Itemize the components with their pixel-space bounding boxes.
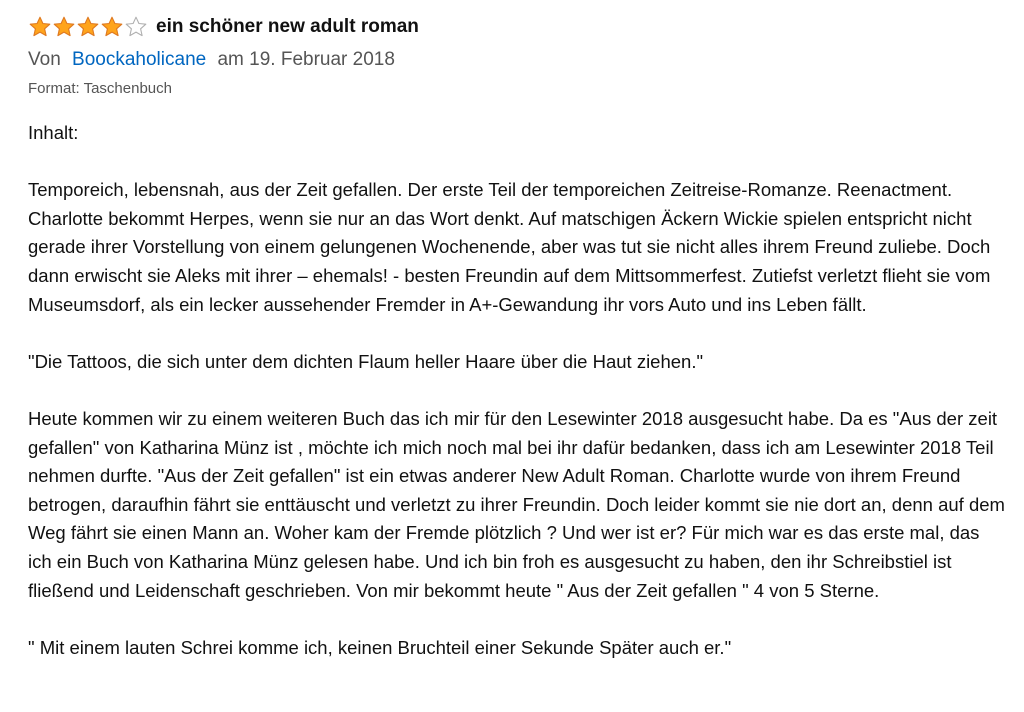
review-paragraph: "Die Tattoos, die sich unter dem dichten Flaum heller Haare über die Haut ziehen."	[28, 350, 704, 372]
review-paragraph: Heute kommen wir zu einem weiteren Buch das ich mir für den Lesewinter 2018 ausgesucht habe. Da es "Aus der zeit gefallen" von Katharina Münz ist , möchte ich mich noch mal bei ihr dafür bedanken, dass ich am Lesewinter 2018 Teil nehmen durfte. "Aus der Zeit gefallen" ist ein etwas anderer New Adult Roman. Charlotte wurde von ihrem Freund betrogen, daraufhin fährt sie enttäuscht und verletzt zu ihrer Freundin. Doch leider kommt sie nie dort an, denn auf dem Weg fährt sie einen Mann an. Woher kam der Fremde plötzlich ? Und wer ist er? Für mich war es das erste mal, das ich ein Buch von Katharina Münz gelesen habe. Und ich bin froh es ausgesucht zu haben, den ihr Schreibstiel ist fließend und Leidenschaft geschrieben. Von mir bekommt heute " Aus der Zeit gefallen " 4 von 5 Sterne.	[28, 407, 1005, 601]
star-empty-icon	[124, 15, 148, 39]
review-date: am 19. Februar 2018	[217, 49, 395, 70]
review-card	[28, 12, 1008, 662]
review-header	[28, 12, 1008, 42]
review-paragraph: Inhalt:	[28, 122, 79, 143]
star-filled-icon	[100, 15, 124, 39]
review-paragraph: " Mit einem lauten Schrei komme ich, keinen Bruchteil einer Sekunde Später auch er."	[28, 636, 732, 658]
format-label: Format: Taschenbuch	[28, 80, 172, 97]
star-filled-icon	[52, 15, 76, 39]
review-paragraph: Temporeich, lebensnah, aus der Zeit gefallen. Der erste Teil der temporeichen Zeitreise-Romanze. Reenactment. Charlotte bekommt Herpes, wenn sie nur an das Wort denkt. Auf matschigen Äckern Wickie spielen entspricht nicht gerade ihrer Vorstellung von einem gelungenen Wochenende, aber was tut sie nicht alles ihrem Freund zuliebe. Doch dann erwischt sie Aleks mit ihrer – ehemals! - besten Freundin auf dem Mittsommerfest. Zutiefst verletzt flieht sie vom Museumsdorf, als ein lecker aussehender Fremder in A+-Gewandung ihr vors Auto und ins Leben fällt.	[28, 179, 991, 315]
star-filled-icon	[76, 15, 100, 39]
review-byline	[28, 46, 1008, 74]
star-filled-icon	[28, 15, 52, 39]
by-prefix: Von	[28, 49, 61, 70]
review-title[interactable]: ein schöner new adult roman	[156, 16, 419, 37]
review-body	[28, 119, 1008, 662]
author-link[interactable]: Boockaholicane	[72, 49, 207, 70]
star-rating[interactable]	[28, 15, 148, 39]
